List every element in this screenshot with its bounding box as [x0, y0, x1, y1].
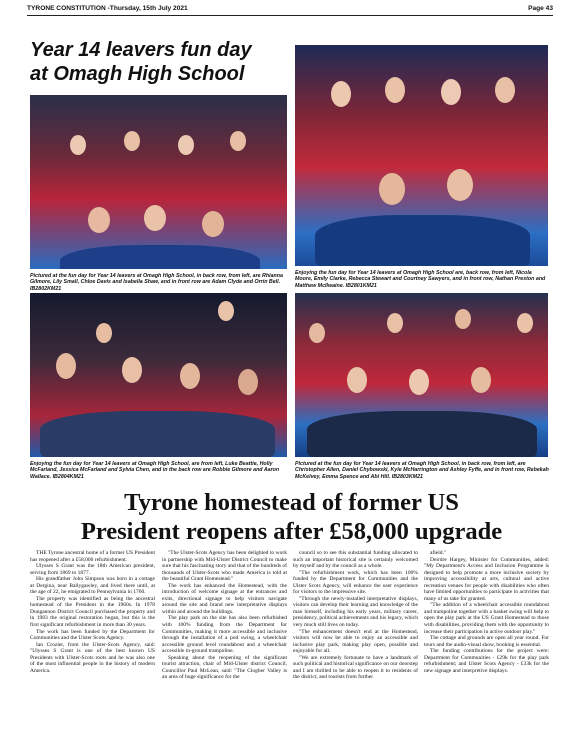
article-paragraph: THE Tyrone ancestral home of a former US President has reopened after a £58,000 refurbishment. — [30, 550, 155, 563]
article-paragraph: Ian Crozier, from the Ulster-Scots Agency, said: "Ulysses S Grant is one of the best known US Presidents with Ulster-Scots roots and he was also one of the most influential people in the history of modern America. — [30, 641, 155, 674]
article-column-4 — [424, 550, 549, 732]
article-paragraph: The work has been funded by the Department for Communities and the Ulster Scots Agency. — [30, 628, 155, 642]
article-paragraph: "Through the newly-installed interpretative displays, visitors can develop their learning and knowledge of the man himself, including his early years, military career, presidency, political achievements and his legacy, which very much still lives on today. — [293, 595, 418, 629]
article-paragraph: His grandfather John Simpson was born in a cottage at Dergina, near Ballygawley, and lived there until, at the age of 22, he emigrated to Pennsylvania in 1760. — [30, 576, 155, 596]
article-paragraph: "The refurbishment work, which has been 100% funded by the Department for Communities and the Ulster Scots Agency, will enhance the user experience for visitors to the impressive site. — [293, 569, 418, 596]
article-column-1 — [30, 550, 155, 732]
article-paragraph: The cottage and grounds are open all year round. For tours and the audio-visual show, booking is essential. — [424, 635, 549, 648]
masthead-publication-date: TYRONE CONSTITUTION -Thursday, 15th July 2021 — [27, 5, 188, 12]
caption-top-left: Pictured at the fun day for Year 14 leavers at Omagh High School, in back row, from left, are Rhianna Gilmore, Lily Small, Chloe Davis and Isabella Shaw, and in front row are Adam Clyde and Orrin Bell. IB2802KM21 — [30, 273, 283, 292]
article-paragraph: "The addition of a wheelchair accessible roundabout and trampoline together with a basket swing will help to open the play park at the US Grant Homestead to those with disabilities, providing them with the opportunity to increase their participation in active outdoor play." — [424, 602, 549, 635]
article-column-2 — [162, 550, 287, 732]
article-paragraph: afield." — [430, 550, 447, 556]
page-number: Page 43 — [528, 5, 553, 12]
headline-fun-day-line1: Year 14 leavers fun day — [30, 39, 252, 61]
caption-bottom-right: Pictured at the fun day for Year 14 leavers at Omagh High School, in back row, from left, are Christopher Allen, Daniel Chybowski, Kyle McHarrington and Ashley Fyffe, and in front row, Rebekah McKelvey, Emma Spence and Abi Hill. IB2803KM21 — [295, 461, 549, 480]
caption-top-right: Enjoying the fun day for Year 14 leavers at Omagh High School are, back row, from left, Nicola Moore, Emily Clarke, Rebecca Stewart and Courtney Sawyers, and in front row, Nathan Preston and Matthew McIlwaine. IB2801KM21 — [295, 270, 546, 289]
photo-bottom-left — [30, 293, 287, 457]
article-paragraph: The funding contributions for the project were: Department for Communities - £29k for the play park refurbishment; and Ulster Scots Agency - £33k for the new signage and interpretive displays. — [424, 648, 549, 674]
article-paragraph: council so to see this substantial funding allocated to such an important historical site is certainly welcomed by myself and by the council as a whole. — [293, 550, 418, 570]
article-paragraph: "We are extremely fortunate to have a landmark of such political and historical significance on our doorstep and I am thrilled to be able to reopen it to residents of the district, and tourists from further — [293, 654, 418, 681]
article-column-3 — [293, 550, 418, 732]
photo-top-right — [295, 45, 548, 266]
article-paragraph: The play park on the site has also been refurbished with 100% funding from the Department for Communities, making it more accessible and inclusive through the installation of a pod swing, a wheelchair accessible ground level roundabout and a wheelchair accessible in-ground trampoline. — [162, 615, 287, 655]
headline-grant-homestead — [30, 488, 553, 546]
photo-bottom-right — [295, 293, 548, 457]
article-paragraph: Speaking about the reopening of the significant tourist attraction, chair of Mid-Ulster district Council, Councillor Paul McLean, said: "The Clogher Valley is an area of huge significance for the — [162, 654, 287, 681]
headline-fun-day-line2: at Omagh High School — [30, 63, 245, 85]
article-paragraph: The work has enhanced the Homestead, with the introduction of welcome signage at the entrances and exits, directional signage to help visitors navigate around the site and brand new interpretative displays within and around the buildings. — [162, 582, 287, 615]
headline-grant-homestead-line1: Tyrone homestead of former US — [124, 489, 459, 516]
headline-grant-homestead-line2: President reopens after £58,000 upgrade — [80, 518, 503, 545]
photo-top-left — [30, 95, 287, 269]
headline-fun-day — [30, 38, 292, 86]
article-paragraph: Ulysses S Grant was the 18th American president, serving from 1869 to 1877. — [30, 563, 155, 576]
article-paragraph: "The enhancement doesn't end at the Homestead, visitors will now be able to enjoy an accessible and inclusive play park, making play open, possible and enjoyable for all. — [293, 628, 418, 655]
article-paragraph: "The Ulster-Scots Agency has been delighted to work in partnership with Mid-Ulster District Council to make sure that his fascinating story and that of the hundreds of thousands of Ulster-Scots who made America is told at the beautiful Grant Homestead." — [162, 550, 287, 583]
article-paragraph: The property was identified as being the ancestral homestead of the President in the 1960s. In 1978 Dungannon District Council purchased the property and in 1983 the original restoration began, but this is the first significant refurbishment in more than 30 years. — [30, 595, 155, 629]
caption-bottom-left: Enjoying the fun day for Year 14 leavers at Omagh High School, are from left, Luke Beattie, Holly McFarland, Jessica McFarland and Sylvia Chen, and in the back row are Robbie Gilmore and Aaron Wallace. IB2804KM21 — [30, 461, 280, 480]
masthead — [27, 3, 553, 16]
article-paragraph: Deirdre Hargey, Minister for Communities, added: "My Department's Access and Inclusion Programme is designed to help promote a more inclusive society by improving accessibility at arts, cultural and active recreation venues for people with disabilities who often have limited opportunities to participate in activities that many of us take for granted. — [424, 556, 549, 602]
